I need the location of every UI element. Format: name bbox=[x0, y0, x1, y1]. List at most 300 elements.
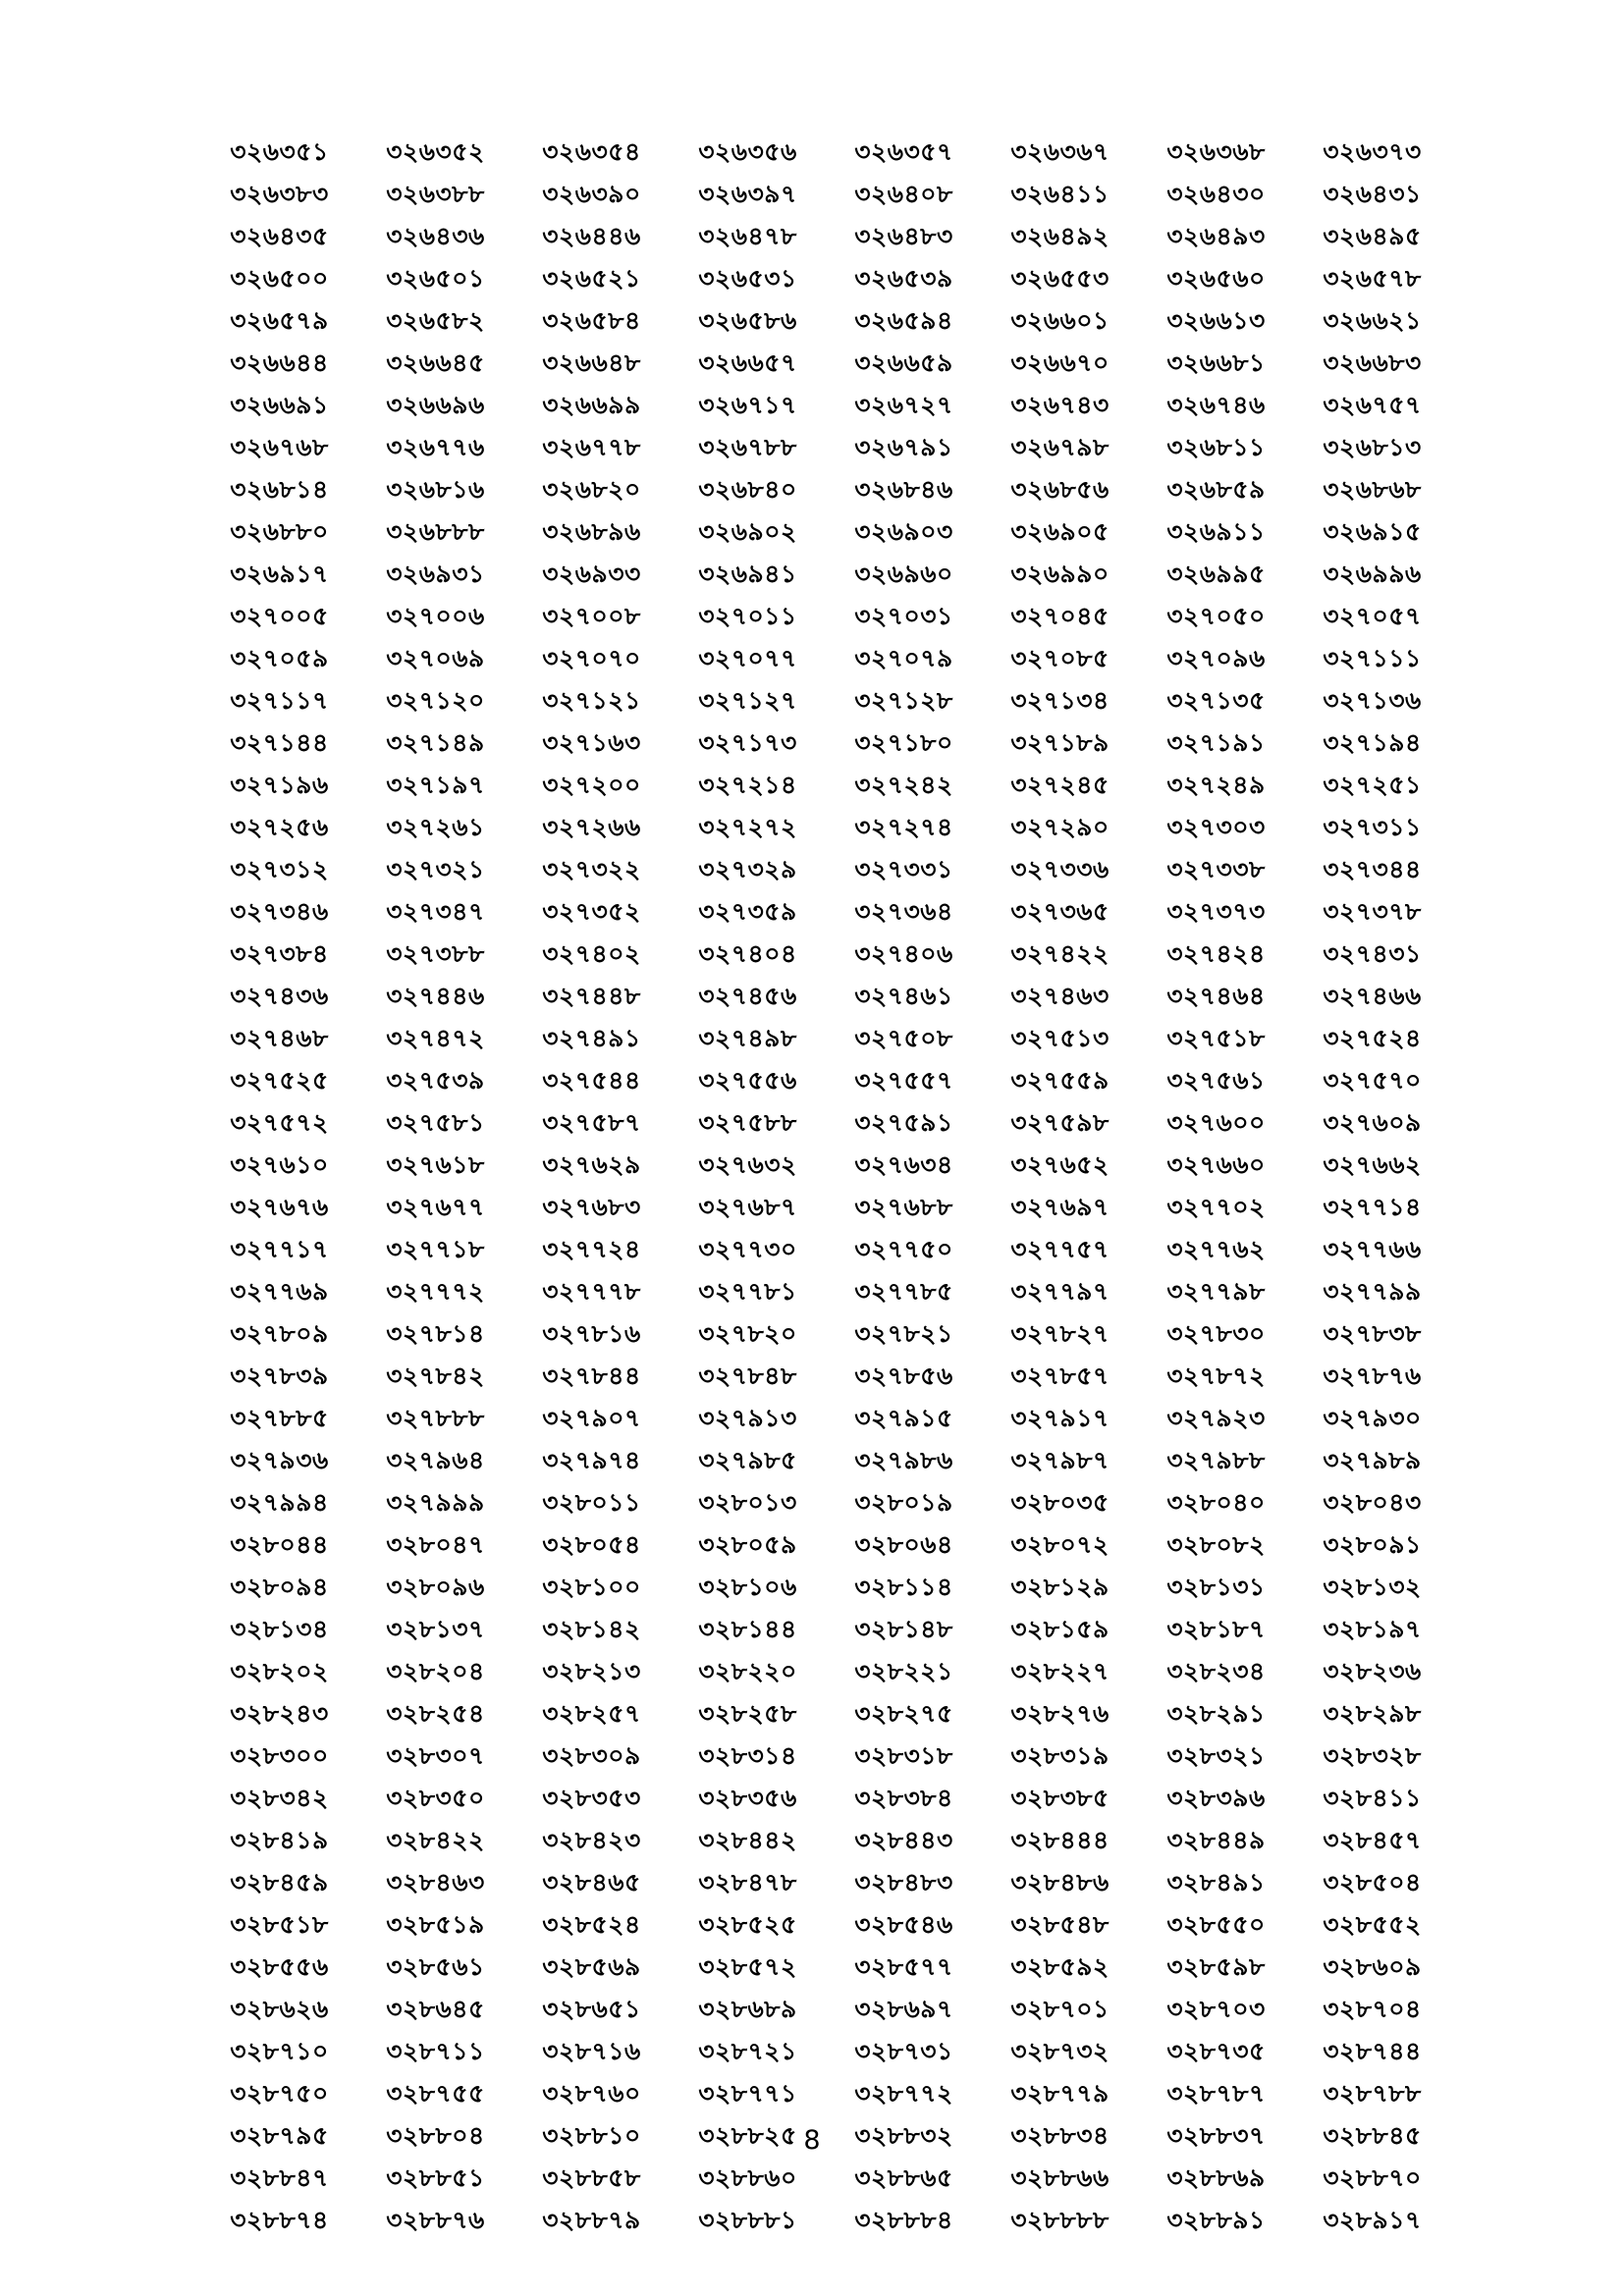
table-cell: ৩২৮৮৭৯ bbox=[542, 2206, 641, 2234]
table-cell: ৩২৮১৩৪ bbox=[230, 1615, 329, 1643]
table-cell: ৩২৮৪৬৩ bbox=[386, 1868, 485, 1896]
table-cell: ৩২৮৪৮৩ bbox=[854, 1868, 953, 1896]
table-cell: ৩২৭৩৫৯ bbox=[698, 897, 797, 926]
table-cell: ৩২৮২৫৮ bbox=[698, 1699, 797, 1728]
table-cell: ৩২৮৩১৯ bbox=[1010, 1741, 1110, 1770]
table-row bbox=[201, 1188, 1450, 1230]
table-cell: ৩২৮৪৬৫ bbox=[542, 1868, 641, 1896]
table-cell: ৩২৭৯৮৫ bbox=[698, 1446, 797, 1474]
table-cell: ৩২৬৭৬৮ bbox=[230, 433, 329, 461]
table-cell: ৩২৬৫২১ bbox=[542, 264, 641, 293]
table-cell: ৩২৭৪৬১ bbox=[854, 982, 953, 1010]
table-row bbox=[201, 2074, 1450, 2116]
table-cell: ৩২৭৭৭২ bbox=[386, 1277, 485, 1306]
table-row bbox=[201, 808, 1450, 850]
table-cell: ৩২৭১১৭ bbox=[230, 686, 329, 715]
table-cell: ৩২৬৬৪৪ bbox=[230, 348, 329, 377]
table-cell: ৩২৮৩১৮ bbox=[854, 1741, 953, 1770]
table-cell: ৩২৭৯৮৯ bbox=[1323, 1446, 1422, 1474]
table-cell: ৩২৮৩২৮ bbox=[1323, 1741, 1422, 1770]
table-cell: ৩২৭১৩৪ bbox=[1010, 686, 1110, 715]
table-cell: ৩২৭২৬১ bbox=[386, 813, 485, 841]
table-cell: ৩২৬৮১৪ bbox=[230, 475, 329, 504]
table-cell: ৩২৮৫১৯ bbox=[386, 1910, 485, 1939]
table-cell: ৩২৭৩৭৮ bbox=[1323, 897, 1422, 926]
table-cell: ৩২৬৬৯৬ bbox=[386, 391, 485, 419]
table-cell: ৩২৭৫৯৮ bbox=[1010, 1108, 1110, 1137]
table-cell: ৩২৭৫০৮ bbox=[854, 1024, 953, 1052]
table-row bbox=[201, 1399, 1450, 1441]
table-cell: ৩২৮৮৮৮ bbox=[1010, 2206, 1110, 2234]
table-cell: ৩২৮০৭২ bbox=[1010, 1530, 1110, 1559]
table-cell: ৩২৮৭০৪ bbox=[1323, 1995, 1422, 2023]
table-cell: ৩২৮৭৯৫ bbox=[230, 2121, 329, 2150]
table-cell: ৩২৮৭৮৮ bbox=[1323, 2079, 1422, 2108]
table-row bbox=[201, 2159, 1450, 2201]
table-cell: ৩২৮৫৫২ bbox=[1323, 1910, 1422, 1939]
table-cell: ৩২৬৯৪১ bbox=[698, 560, 797, 588]
table-cell: ৩২৮২৯৮ bbox=[1323, 1699, 1422, 1728]
table-cell: ৩২৭২৯০ bbox=[1010, 813, 1110, 841]
table-cell: ৩২৮৩৫৬ bbox=[698, 1784, 797, 1812]
table-cell: ৩২৭৬৭৬ bbox=[230, 1193, 329, 1221]
table-row bbox=[201, 344, 1450, 386]
table-cell: ৩২৬৫০০ bbox=[230, 264, 329, 293]
table-cell: ৩২৭৩৭৩ bbox=[1166, 897, 1266, 926]
table-cell: ৩২৬৫৮২ bbox=[386, 306, 485, 335]
table-cell: ৩২৬৯১৫ bbox=[1323, 517, 1422, 546]
table-cell: ৩২৭০৮৫ bbox=[1010, 644, 1110, 672]
table-row bbox=[201, 386, 1450, 428]
table-cell: ৩২৮৭০১ bbox=[1010, 1995, 1110, 2023]
table-cell: ৩২৮৮৩২ bbox=[854, 2121, 953, 2150]
table-row bbox=[201, 597, 1450, 639]
table-cell: ৩২৭৪২২ bbox=[1010, 939, 1110, 968]
table-cell: ৩২৭৫৮৮ bbox=[698, 1108, 797, 1137]
table-cell: ৩২৮৪১৯ bbox=[230, 1826, 329, 1854]
table-cell: ৩২৭১৬৩ bbox=[542, 728, 641, 757]
table-cell: ৩২৭৬২৯ bbox=[542, 1150, 641, 1179]
table-cell: ৩২৮২৪৩ bbox=[230, 1699, 329, 1728]
table-cell: ৩২৮৭৩২ bbox=[1010, 2037, 1110, 2065]
table-cell: ৩২৭৪২৪ bbox=[1166, 939, 1266, 968]
number-table bbox=[201, 133, 1450, 2243]
table-cell: ৩২৭১৯৬ bbox=[230, 771, 329, 799]
table-cell: ৩২৭৩০৩ bbox=[1166, 813, 1266, 841]
table-cell: ৩২৮১৪২ bbox=[542, 1615, 641, 1643]
table-cell: ৩২৭২০০ bbox=[542, 771, 641, 799]
table-cell: ৩২৬৯৬০ bbox=[854, 560, 953, 588]
table-cell: ৩২৬৮৫৯ bbox=[1166, 475, 1266, 504]
table-cell: ৩২৭৭০২ bbox=[1166, 1193, 1266, 1221]
table-cell: ৩২৮৭৭২ bbox=[854, 2079, 953, 2108]
table-cell: ৩২৬৮৫৬ bbox=[1010, 475, 1110, 504]
table-cell: ৩২৬৭১৭ bbox=[698, 391, 797, 419]
table-cell: ৩২৮৭৩১ bbox=[854, 2037, 953, 2065]
table-cell: ৩২৮০৪০ bbox=[1166, 1488, 1266, 1517]
table-cell: ৩২৭৫৫৭ bbox=[854, 1066, 953, 1095]
table-cell: ৩২৭২৫৬ bbox=[230, 813, 329, 841]
table-cell: ৩২৮৩১৪ bbox=[698, 1741, 797, 1770]
table-cell: ৩২৭১৮৯ bbox=[1010, 728, 1110, 757]
table-cell: ৩২৭৮৫৭ bbox=[1010, 1362, 1110, 1390]
table-cell: ৩২৮২৩৬ bbox=[1323, 1657, 1422, 1685]
table-cell: ৩২৮৮৭৪ bbox=[230, 2206, 329, 2234]
table-cell: ৩২৭৮২১ bbox=[854, 1319, 953, 1348]
table-row bbox=[201, 681, 1450, 723]
table-cell: ৩২৬৯০২ bbox=[698, 517, 797, 546]
table-row bbox=[201, 723, 1450, 766]
table-cell: ৩২৭৬১০ bbox=[230, 1150, 329, 1179]
table-cell: ৩২৭৮৫৬ bbox=[854, 1362, 953, 1390]
table-cell: ৩২৮৪৮৬ bbox=[1010, 1868, 1110, 1896]
table-cell: ৩২৮৩৮৪ bbox=[854, 1784, 953, 1812]
table-row bbox=[201, 1146, 1450, 1188]
table-cell: ৩২৮৭৫৫ bbox=[386, 2079, 485, 2108]
table-cell: ৩২৮২১৩ bbox=[542, 1657, 641, 1685]
table-row bbox=[201, 2201, 1450, 2243]
table-cell: ৩২৮৩৪২ bbox=[230, 1784, 329, 1812]
table-cell: ৩২৭৪০৪ bbox=[698, 939, 797, 968]
table-cell: ৩২৮৫১৮ bbox=[230, 1910, 329, 1939]
table-cell: ৩২৭২৫১ bbox=[1323, 771, 1422, 799]
table-row bbox=[201, 470, 1450, 512]
table-cell: ৩২৮০৫৯ bbox=[698, 1530, 797, 1559]
table-row bbox=[201, 512, 1450, 555]
table-cell: ৩২৬৪৮৩ bbox=[854, 222, 953, 250]
table-cell: ৩২৭৯১৩ bbox=[698, 1404, 797, 1432]
table-cell: ৩২৮২২০ bbox=[698, 1657, 797, 1685]
table-cell: ৩২৭৩৬৪ bbox=[854, 897, 953, 926]
table-cell: ৩২৭০০৬ bbox=[386, 602, 485, 630]
table-cell: ৩২৮০৬৪ bbox=[854, 1530, 953, 1559]
table-cell: ৩২৮৪২৩ bbox=[542, 1826, 641, 1854]
table-cell: ৩২৭১৯৭ bbox=[386, 771, 485, 799]
table-row bbox=[201, 1441, 1450, 1483]
table-row bbox=[201, 1779, 1450, 1821]
table-cell: ৩২৭৫৪৪ bbox=[542, 1066, 641, 1095]
table-cell: ৩২৮৮৯১ bbox=[1166, 2206, 1266, 2234]
table-cell: ৩২৭৭৫০ bbox=[854, 1235, 953, 1263]
table-cell: ৩২৮৩০৭ bbox=[386, 1741, 485, 1770]
table-cell: ৩২৭৭৭৮ bbox=[542, 1277, 641, 1306]
table-cell: ৩২৭৬৮৩ bbox=[542, 1193, 641, 1221]
table-cell: ৩২৭৪৩৬ bbox=[230, 982, 329, 1010]
table-cell: ৩২৭৩১২ bbox=[230, 855, 329, 883]
table-cell: ৩২৬৪৪৬ bbox=[542, 222, 641, 250]
table-cell: ৩২৮০৩৫ bbox=[1010, 1488, 1110, 1517]
table-cell: ৩২৬৪৯৫ bbox=[1323, 222, 1422, 250]
table-row bbox=[201, 1103, 1450, 1146]
table-cell: ৩২৬৩৯০ bbox=[542, 180, 641, 208]
table-cell: ৩২৬৬১৩ bbox=[1166, 306, 1266, 335]
table-cell: ৩২৭১২১ bbox=[542, 686, 641, 715]
table-cell: ৩২৬৭৪৬ bbox=[1166, 391, 1266, 419]
table-cell: ৩২৭৮১৬ bbox=[542, 1319, 641, 1348]
table-row bbox=[201, 977, 1450, 1019]
table-row bbox=[201, 1948, 1450, 1990]
table-cell: ৩২৮২০৪ bbox=[386, 1657, 485, 1685]
table-cell: ৩২৭৫৭২ bbox=[230, 1108, 329, 1137]
table-cell: ৩২৭৬০০ bbox=[1166, 1108, 1266, 1137]
table-cell: ৩২৭৬৭৭ bbox=[386, 1193, 485, 1221]
table-cell: ৩২৬৩৫৬ bbox=[698, 137, 797, 166]
table-cell: ৩২৮৩৯৬ bbox=[1166, 1784, 1266, 1812]
table-row bbox=[201, 175, 1450, 217]
table-cell: ৩২৮৬৮৯ bbox=[698, 1995, 797, 2023]
table-cell: ৩২৭৮০৯ bbox=[230, 1319, 329, 1348]
table-cell: ৩২৮২০২ bbox=[230, 1657, 329, 1685]
table-cell: ৩২৮৫৯৮ bbox=[1166, 1952, 1266, 1981]
table-cell: ৩২৭১৪৯ bbox=[386, 728, 485, 757]
table-cell: ৩২৭৫৫৯ bbox=[1010, 1066, 1110, 1095]
table-row bbox=[201, 1990, 1450, 2032]
table-cell: ৩২৬৩৬৭ bbox=[1010, 137, 1110, 166]
table-cell: ৩২৭২৬৬ bbox=[542, 813, 641, 841]
table-cell: ৩২৬৪৩৬ bbox=[386, 222, 485, 250]
table-cell: ৩২৮২২৭ bbox=[1010, 1657, 1110, 1685]
table-cell: ৩২৮৮৭০ bbox=[1323, 2163, 1422, 2192]
table-cell: ৩২৮৯১৭ bbox=[1323, 2206, 1422, 2234]
table-cell: ৩২৬৮৮৮ bbox=[386, 517, 485, 546]
table-cell: ৩২৮০৪৪ bbox=[230, 1530, 329, 1559]
table-cell: ৩২৭৫৩৯ bbox=[386, 1066, 485, 1095]
table-cell: ৩২৬৭৫৭ bbox=[1323, 391, 1422, 419]
table-cell: ৩২৬৯৩১ bbox=[386, 560, 485, 588]
table-cell: ৩২৭৪৩১ bbox=[1323, 939, 1422, 968]
table-cell: ৩২৬৩৫১ bbox=[230, 137, 329, 166]
table-cell: ৩২৮২৫৪ bbox=[386, 1699, 485, 1728]
table-row bbox=[201, 639, 1450, 681]
table-cell: ৩২৮১১৪ bbox=[854, 1573, 953, 1601]
table-cell: ৩২৬৫৭৯ bbox=[230, 306, 329, 335]
table-cell: ৩২৮৫৪৬ bbox=[854, 1910, 953, 1939]
table-cell: ৩২৮০৯৬ bbox=[386, 1573, 485, 1601]
table-cell: ৩২৭৬৮৭ bbox=[698, 1193, 797, 1221]
table-row bbox=[201, 934, 1450, 977]
table-cell: ৩২৮৪৪৩ bbox=[854, 1826, 953, 1854]
table-cell: ৩২৮৮৬৯ bbox=[1166, 2163, 1266, 2192]
table-cell: ৩২৬৯০৫ bbox=[1010, 517, 1110, 546]
table-cell: ৩২৮৫৬১ bbox=[386, 1952, 485, 1981]
table-cell: ৩২৭৬৯৭ bbox=[1010, 1193, 1110, 1221]
table-cell: ৩২৭৬১৮ bbox=[386, 1150, 485, 1179]
table-cell: ৩২৭০০৫ bbox=[230, 602, 329, 630]
table-cell: ৩২৭৫৬১ bbox=[1166, 1066, 1266, 1095]
table-cell: ৩২৮৫৫০ bbox=[1166, 1910, 1266, 1939]
table-row bbox=[201, 850, 1450, 892]
table-row bbox=[201, 2032, 1450, 2074]
table-row bbox=[201, 1905, 1450, 1948]
table-cell: ৩২৭০৩১ bbox=[854, 602, 953, 630]
table-cell: ৩২৮৭৮৭ bbox=[1166, 2079, 1266, 2108]
table-cell: ৩২৮৮৪৭ bbox=[230, 2163, 329, 2192]
table-cell: ৩২৭৭১৮ bbox=[386, 1235, 485, 1263]
table-cell: ৩২৭৯৮৬ bbox=[854, 1446, 953, 1474]
table-cell: ৩২৮৫২৫ bbox=[698, 1910, 797, 1939]
table-cell: ৩২৭১৩৫ bbox=[1166, 686, 1266, 715]
table-cell: ৩২৭০৫৭ bbox=[1323, 602, 1422, 630]
table-cell: ৩২৮১০৬ bbox=[698, 1573, 797, 1601]
table-cell: ৩২৮৬২৬ bbox=[230, 1995, 329, 2023]
table-cell: ৩২৮৭৭৯ bbox=[1010, 2079, 1110, 2108]
table-row bbox=[201, 133, 1450, 175]
table-cell: ৩২৭৩৩১ bbox=[854, 855, 953, 883]
table-cell: ৩২৬৫৩১ bbox=[698, 264, 797, 293]
table-cell: ৩২৮৮৮১ bbox=[698, 2206, 797, 2234]
table-cell: ৩২৭০১১ bbox=[698, 602, 797, 630]
table-cell: ৩২৬৫৮৪ bbox=[542, 306, 641, 335]
table-cell: ৩২৭৮৮৫ bbox=[230, 1404, 329, 1432]
table-cell: ৩২৬৪০৮ bbox=[854, 180, 953, 208]
table-cell: ৩২৭৭৫৭ bbox=[1010, 1235, 1110, 1263]
table-cell: ৩২৭২৪২ bbox=[854, 771, 953, 799]
table-cell: ৩২৭৭৯৯ bbox=[1323, 1277, 1422, 1306]
table-cell: ৩২৮৪১১ bbox=[1323, 1784, 1422, 1812]
table-cell: ৩২৭৩৮৪ bbox=[230, 939, 329, 968]
table-cell: ৩২৭৮৮৮ bbox=[386, 1404, 485, 1432]
table-cell: ৩২৬৪৩১ bbox=[1323, 180, 1422, 208]
table-cell: ৩২৮৮৫৮ bbox=[542, 2163, 641, 2192]
table-cell: ৩২৮৬৯৭ bbox=[854, 1995, 953, 2023]
table-cell: ৩২৮৭১৬ bbox=[542, 2037, 641, 2065]
table-cell: ৩২৭১৮০ bbox=[854, 728, 953, 757]
table-cell: ৩২৭৯২৩ bbox=[1166, 1404, 1266, 1432]
table-cell: ৩২৬৮১৩ bbox=[1323, 433, 1422, 461]
table-cell: ৩২৭৪৫৬ bbox=[698, 982, 797, 1010]
table-cell: ৩২৭৪৪৬ bbox=[386, 982, 485, 1010]
table-cell: ৩২৭২১৪ bbox=[698, 771, 797, 799]
table-cell: ৩২৭১৭৩ bbox=[698, 728, 797, 757]
table-cell: ৩২৬৬৪৫ bbox=[386, 348, 485, 377]
table-cell: ৩২৮৮০৪ bbox=[386, 2121, 485, 2150]
table-cell: ৩২৭৮২৭ bbox=[1010, 1319, 1110, 1348]
table-cell: ৩২৬৮১১ bbox=[1166, 433, 1266, 461]
table-cell: ৩২৭৪৪৮ bbox=[542, 982, 641, 1010]
table-cell: ৩২৮০৮২ bbox=[1166, 1530, 1266, 1559]
table-cell: ৩২৮১৩৭ bbox=[386, 1615, 485, 1643]
table-cell: ৩২৭৮৩০ bbox=[1166, 1319, 1266, 1348]
table-cell: ৩২৬৭৯৮ bbox=[1010, 433, 1110, 461]
table-cell: ৩২৮৭৩৫ bbox=[1166, 2037, 1266, 2065]
table-cell: ৩২৬৬৭০ bbox=[1010, 348, 1110, 377]
table-cell: ৩২৬৪৩৫ bbox=[230, 222, 329, 250]
table-row bbox=[201, 1821, 1450, 1863]
table-cell: ৩২৮৩৫০ bbox=[386, 1784, 485, 1812]
table-cell: ৩২৮৮৪৫ bbox=[1323, 2121, 1422, 2150]
table-cell: ৩২৭২৪৫ bbox=[1010, 771, 1110, 799]
table-cell: ৩২৮২৭৬ bbox=[1010, 1699, 1110, 1728]
table-row bbox=[201, 892, 1450, 934]
table-cell: ৩২৭০৫০ bbox=[1166, 602, 1266, 630]
table-cell: ৩২৮৪৪৪ bbox=[1010, 1826, 1110, 1854]
table-cell: ৩২৮৫০৪ bbox=[1323, 1868, 1422, 1896]
table-cell: ৩২৭৭১৭ bbox=[230, 1235, 329, 1263]
table-cell: ৩২৮৩০০ bbox=[230, 1741, 329, 1770]
table-cell: ৩২৭১২৮ bbox=[854, 686, 953, 715]
table-cell: ৩২৮৪৫৭ bbox=[1323, 1826, 1422, 1854]
page-number: 8 bbox=[803, 2125, 821, 2156]
table-cell: ৩২৬৫৩৯ bbox=[854, 264, 953, 293]
table-cell: ৩২৭৫১৮ bbox=[1166, 1024, 1266, 1052]
table-cell: ৩২৬৩৫২ bbox=[386, 137, 485, 166]
table-cell: ৩২৭৮২০ bbox=[698, 1319, 797, 1348]
table-row bbox=[201, 217, 1450, 259]
table-cell: ৩২৭৩৩৬ bbox=[1010, 855, 1110, 883]
table-cell: ৩২৭৮৩৯ bbox=[230, 1362, 329, 1390]
table-cell: ৩২৭৬৩৪ bbox=[854, 1150, 953, 1179]
table-cell: ৩২৭৫৮৭ bbox=[542, 1108, 641, 1137]
table-cell: ৩২৮৮৬৬ bbox=[1010, 2163, 1110, 2192]
table-cell: ৩২৭৮৪৮ bbox=[698, 1362, 797, 1390]
table-cell: ৩২৭১৩৬ bbox=[1323, 686, 1422, 715]
table-cell: ৩২৬৮৪০ bbox=[698, 475, 797, 504]
table-cell: ৩২৬৮৯৬ bbox=[542, 517, 641, 546]
table-cell: ৩২৮৫৭৭ bbox=[854, 1952, 953, 1981]
table-cell: ৩২৭৩২৯ bbox=[698, 855, 797, 883]
table-cell: ৩২৬৭২৭ bbox=[854, 391, 953, 419]
table-cell: ৩২৮১০০ bbox=[542, 1573, 641, 1601]
table-cell: ৩২৬৩৮৮ bbox=[386, 180, 485, 208]
table-cell: ৩২৭৩৪৬ bbox=[230, 897, 329, 926]
table-cell: ৩২৭৩৬৫ bbox=[1010, 897, 1110, 926]
table-cell: ৩২৮৪৪২ bbox=[698, 1826, 797, 1854]
table-cell: ৩২৮১৩১ bbox=[1166, 1573, 1266, 1601]
table-row bbox=[201, 301, 1450, 344]
table-cell: ৩২৮৭৬০ bbox=[542, 2079, 641, 2108]
table-cell: ৩২৭৭৬৯ bbox=[230, 1277, 329, 1306]
table-cell: ৩২৭৫৮১ bbox=[386, 1108, 485, 1137]
table-cell: ৩২৭০৭০ bbox=[542, 644, 641, 672]
table-cell: ৩২৮৮৭৬ bbox=[386, 2206, 485, 2234]
table-cell: ৩২৭৯৩৬ bbox=[230, 1446, 329, 1474]
table-row bbox=[201, 259, 1450, 301]
table-cell: ৩২৭৭৮৫ bbox=[854, 1277, 953, 1306]
table-row bbox=[201, 1357, 1450, 1399]
table-cell: ৩২৭৬৫২ bbox=[1010, 1150, 1110, 1179]
table-cell: ৩২৭২৭২ bbox=[698, 813, 797, 841]
table-cell: ৩২৮৭২১ bbox=[698, 2037, 797, 2065]
table-row bbox=[201, 1736, 1450, 1779]
table-cell: ৩২৮৪৯১ bbox=[1166, 1868, 1266, 1896]
table-cell: ৩২৭০৭৯ bbox=[854, 644, 953, 672]
table-cell: ৩২৭৮৭২ bbox=[1166, 1362, 1266, 1390]
table-cell: ৩২৬৬৫৯ bbox=[854, 348, 953, 377]
table-cell: ৩২৭৫৯১ bbox=[854, 1108, 953, 1137]
table-cell: ৩২৭৬০৯ bbox=[1323, 1108, 1422, 1137]
table-cell: ৩২৭৬৮৮ bbox=[854, 1193, 953, 1221]
table-cell: ৩২৬৭৭৮ bbox=[542, 433, 641, 461]
table-cell: ৩২৬৯৯০ bbox=[1010, 560, 1110, 588]
table-cell: ৩২৮২২১ bbox=[854, 1657, 953, 1685]
table-cell: ৩২৭৮৭৬ bbox=[1323, 1362, 1422, 1390]
table-row bbox=[201, 1568, 1450, 1610]
table-cell: ৩২৭৪৯১ bbox=[542, 1024, 641, 1052]
table-cell: ৩২৭৮৪২ bbox=[386, 1362, 485, 1390]
table-cell: ৩২৬৩৫৭ bbox=[854, 137, 953, 166]
table-row bbox=[201, 555, 1450, 597]
table-cell: ৩২৬৯৯৫ bbox=[1166, 560, 1266, 588]
table-cell: ৩২৮৩৫৩ bbox=[542, 1784, 641, 1812]
table-cell: ৩২৮১৯৭ bbox=[1323, 1615, 1422, 1643]
table-cell: ৩২৭৫২৪ bbox=[1323, 1024, 1422, 1052]
table-cell: ৩২৮৬৫১ bbox=[542, 1995, 641, 2023]
table-cell: ৩২৮৭৭১ bbox=[698, 2079, 797, 2108]
table-cell: ৩২৬৭৯১ bbox=[854, 433, 953, 461]
table-cell: ৩২৮০১৩ bbox=[698, 1488, 797, 1517]
table-cell: ৩২৭৯৮৮ bbox=[1166, 1446, 1266, 1474]
table-cell: ৩২৬৯০৩ bbox=[854, 517, 953, 546]
